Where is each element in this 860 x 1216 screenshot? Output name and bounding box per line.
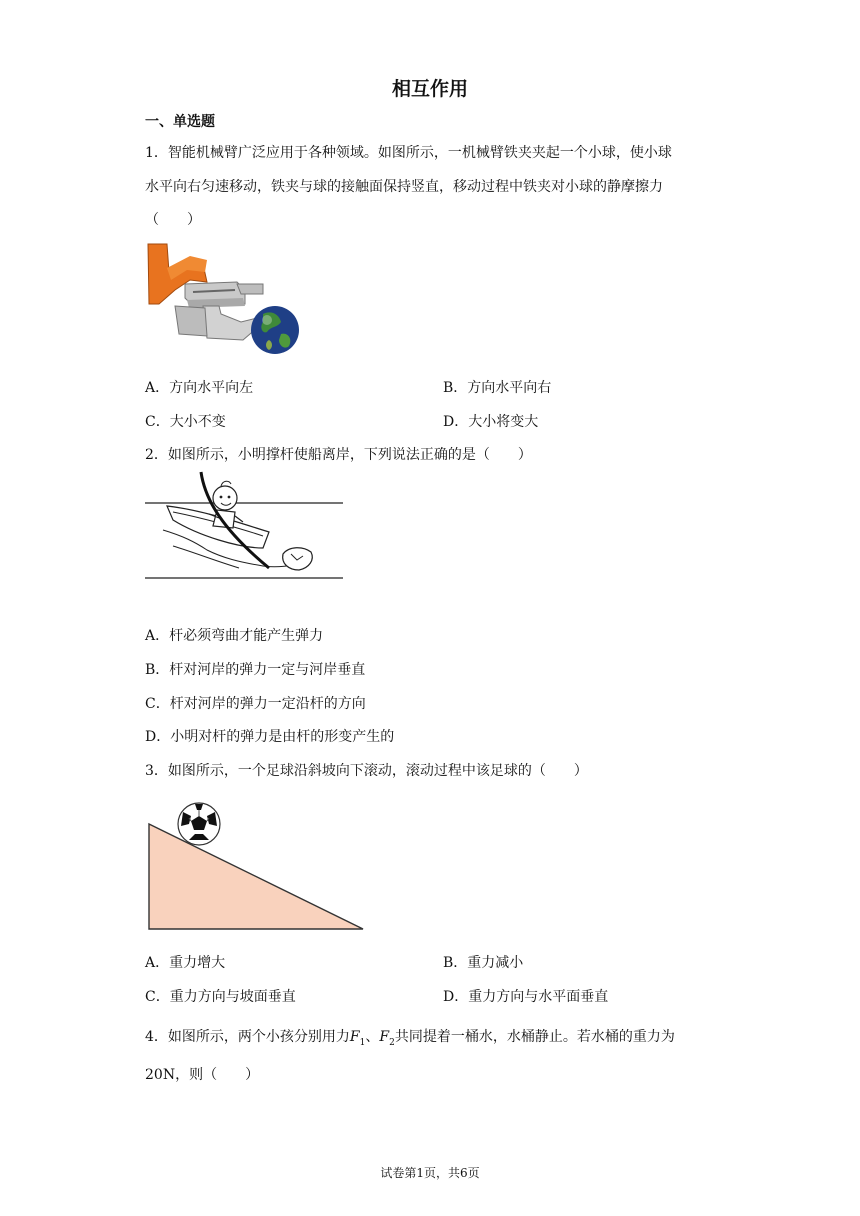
robot-arm-globe-icon [145, 242, 305, 362]
q3-stem: 3．如图所示，一个足球沿斜坡向下滚动，滚动过程中该足球的（ ） [145, 763, 588, 779]
q1-stem-line3: （ ） [145, 212, 201, 228]
q4-stem-line2: 20N，则（ ） [145, 1067, 260, 1083]
q2-option-c: C．杆对河岸的弹力一定沿杆的方向 [145, 696, 366, 712]
q1-stem-line1: 1．智能机械臂广泛应用于各种领域。如图所示，一机械臂铁夹夹起一个小球，使小球 [145, 145, 672, 161]
q1-option-d: D．大小将变大 [443, 414, 539, 430]
q2-option-b: B．杆对河岸的弹力一定与河岸垂直 [145, 662, 366, 678]
q4-stem-line1 [145, 1026, 675, 1048]
q1-stem-line2: 水平向右匀速移动，铁夹与球的接触面保持竖直，移动过程中铁夹对小球的静摩擦力 [145, 179, 663, 195]
q2-option-d: D．小明对杆的弹力是由杆的形变产生的 [145, 729, 395, 745]
q3-option-b: B．重力减小 [443, 955, 524, 971]
q3-option-c: C．重力方向与坡面垂直 [145, 989, 296, 1005]
q1-option-a: A．方向水平向左 [145, 380, 254, 396]
section-heading: 一、单选题 [145, 114, 215, 130]
soccer-ball-incline-icon [145, 800, 370, 935]
q2-stem: 2．如图所示，小明撑杆使船离岸，下列说法正确的是（ ） [145, 447, 532, 463]
q4-stem-part-a: 4．如图所示，两个小孩分别用力 [145, 1029, 350, 1045]
force-f2-subscript: 2 [389, 1037, 395, 1048]
force-f1-subscript: 1 [359, 1037, 366, 1048]
page-footer: 试卷第1页，共6页 [380, 1166, 480, 1180]
q1-option-c: C．大小不变 [145, 414, 226, 430]
q4-separator: 、 [365, 1029, 380, 1045]
page-title: 相互作用 [391, 78, 468, 100]
q3-option-a: A．重力增大 [145, 955, 226, 971]
force-f2-symbol: F [379, 1029, 390, 1045]
q3-option-d: D．重力方向与水平面垂直 [443, 989, 609, 1005]
boy-boat-pole-icon [143, 470, 353, 585]
q1-option-b: B．方向水平向右 [443, 380, 552, 396]
force-f1-symbol: F [349, 1029, 360, 1045]
q2-option-a: A．杆必须弯曲才能产生弹力 [145, 628, 324, 644]
q4-stem-part-b: 共同提着一桶水，水桶静止。若水桶的重力为 [394, 1029, 675, 1045]
